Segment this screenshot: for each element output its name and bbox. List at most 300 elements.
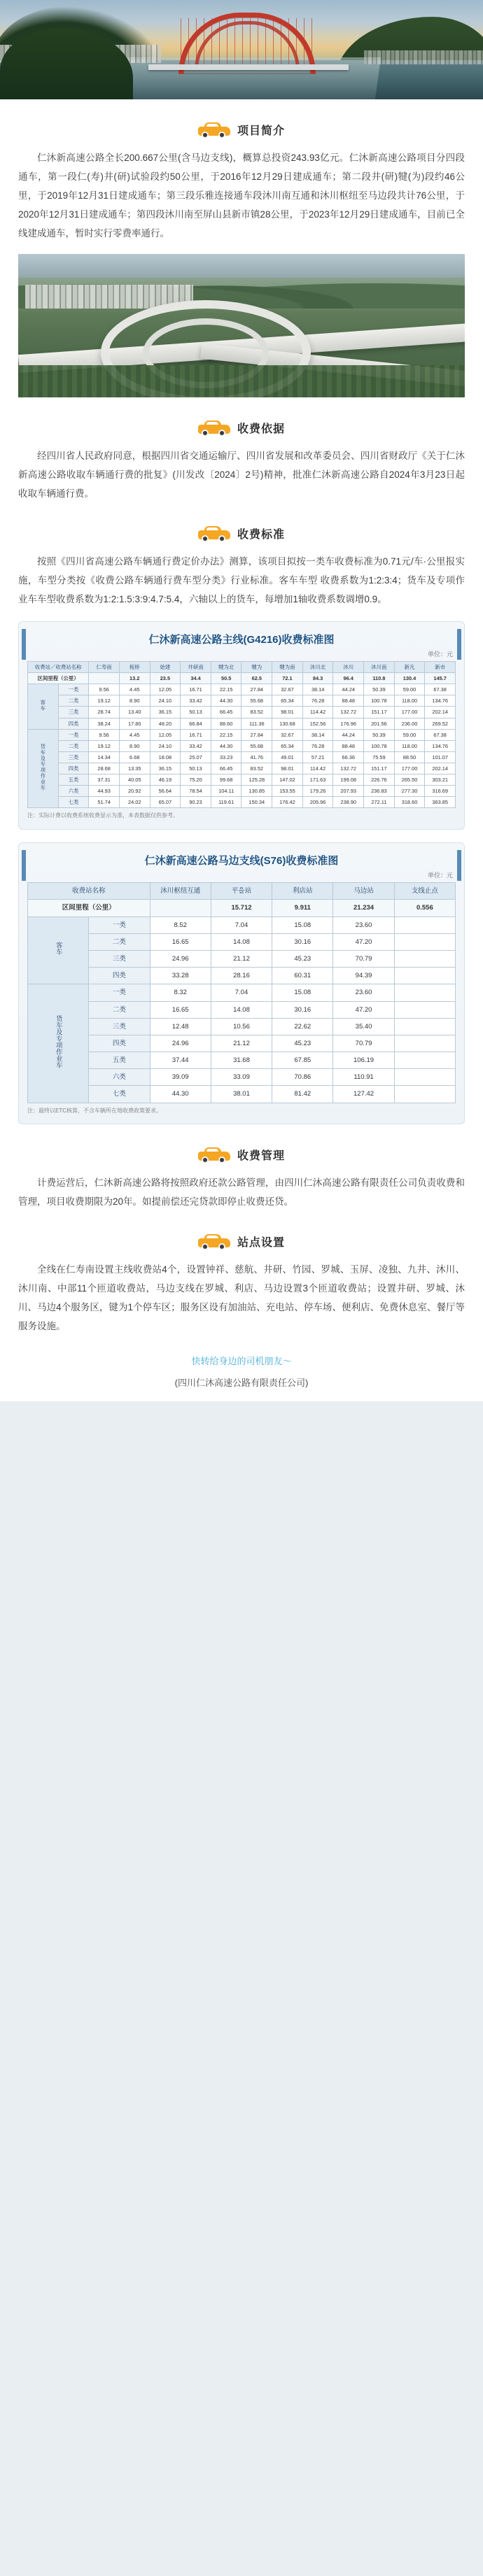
paragraph-stations: 全线在仁寿南设置主线收费站4个，设置钟祥、慈航、井研、竹园、罗城、玉屏、凌独、九井、沐川、沐川南、中部11个匝道收费站，马边支线在罗城、利店、马边设置3个匝道收费站；设置井研、罗城、沐川、马边4个服务区，键为1个停车区；服务区设有加油站、充电站、停车场、便利店、免费休息室、餐厅等服务设施。	[18, 1264, 465, 1332]
table-row	[28, 1052, 456, 1069]
rate-cell: 236.00	[394, 718, 425, 729]
rate-cell: 153.55	[272, 786, 303, 797]
rate-cell: 16.65	[150, 1001, 211, 1018]
rate-cell: 88.60	[211, 718, 241, 729]
rate-table-col-header: 井研南	[181, 662, 211, 673]
rate-cell: 23.60	[333, 917, 394, 933]
rate-cell: 269.52	[425, 718, 456, 729]
table-row	[28, 707, 456, 718]
vehicle-class-label: 五类	[89, 1052, 150, 1069]
vehicle-class-label: 一类	[89, 984, 150, 1001]
rate-cell: 106.19	[333, 1052, 394, 1069]
rate-cell: 70.79	[333, 950, 394, 967]
rate-table-branch-title: 仁沐新高速公路马边支线(S76)收费标准图	[144, 855, 339, 868]
rate-table-col-header: 沐川枢纽互通	[150, 883, 211, 900]
rate-cell: 277.30	[394, 786, 425, 797]
rate-cell: 6.68	[119, 751, 150, 763]
rate-cell: 151.17	[364, 763, 395, 774]
distance-row-label: 区间里程（公里）	[28, 900, 150, 917]
car-icon	[198, 1232, 230, 1250]
paragraph-management: 计费运营后，仁沐新高速公路将按照政府还款公路管理，由四川仁沐高速公路有限责任公司负责收费和管理，项目收费期限为20年。如提前偿还完贷款即停止收费还贷。	[18, 1177, 465, 1208]
rate-table-col-header: 支线止点	[394, 883, 455, 900]
rate-cell: 130.68	[272, 718, 303, 729]
table-row	[28, 774, 456, 786]
rate-cell: 9.56	[89, 729, 120, 740]
rate-cell: 45.23	[272, 950, 333, 967]
rate-cell: 176.96	[333, 718, 364, 729]
rate-cell: 14.08	[211, 1001, 272, 1018]
interchange-photo	[18, 254, 465, 397]
rate-cell: 236.83	[364, 786, 395, 797]
rate-cell: 98.01	[272, 707, 303, 718]
publisher-name: (四川仁沐高速公路有限责任公司)	[174, 1378, 309, 1389]
table-row	[28, 740, 456, 751]
hero-bridge-photo	[0, 0, 483, 99]
rate-table-col-header: 沐川南	[364, 662, 395, 673]
rate-table-col-header: 犍为	[241, 662, 272, 673]
rate-cell	[394, 968, 455, 984]
rate-cell: 83.52	[241, 763, 272, 774]
rate-cell: 38.24	[89, 718, 120, 729]
rate-cell: 24.96	[150, 950, 211, 967]
rate-cell: 51.74	[89, 797, 120, 808]
rate-cell: 41.76	[241, 751, 272, 763]
rate-cell	[394, 1086, 455, 1103]
rate-cell: 130.85	[241, 786, 272, 797]
rate-cell: 316.69	[425, 786, 456, 797]
rate-cell: 94.39	[333, 968, 394, 984]
table-row	[28, 695, 456, 707]
rate-cell: 66.84	[181, 718, 211, 729]
rate-table-branch-note: 注：最终以ETC核算，不含车辆所在地收费政策要求。	[27, 1107, 162, 1114]
rate-cell: 78.54	[181, 786, 211, 797]
vehicle-class-label: 二类	[89, 933, 150, 950]
distance-cell: 84.3	[302, 673, 333, 684]
table-row	[28, 1001, 456, 1018]
rate-cell: 134.76	[425, 740, 456, 751]
vehicle-class-label: 四类	[89, 1035, 150, 1052]
table-row	[28, 718, 456, 729]
rate-cell: 21.12	[211, 950, 272, 967]
table-row	[28, 1086, 456, 1103]
rate-cell: 98.01	[272, 763, 303, 774]
rate-cell: 19.12	[89, 695, 120, 707]
table-row	[28, 968, 456, 984]
article-content	[0, 120, 483, 1401]
rate-cell: 37.31	[89, 774, 120, 786]
rate-table-col-header: 新凡	[394, 662, 425, 673]
rate-cell: 17.80	[119, 718, 150, 729]
rate-cell	[394, 917, 455, 933]
rate-cell	[394, 1035, 455, 1052]
rate-cell: 49.01	[272, 751, 303, 763]
rate-cell: 39.09	[150, 1069, 211, 1086]
vehicle-class-label: 二类	[58, 695, 89, 707]
rate-table-col-header: 犍为北	[211, 662, 241, 673]
rate-cell: 303.21	[425, 774, 456, 786]
rate-cell: 24.10	[150, 695, 181, 707]
share-prompt[interactable]: 快转给身边的司机朋友～	[191, 1356, 292, 1367]
section-header-standard	[18, 524, 465, 542]
vehicle-class-label: 三类	[89, 1018, 150, 1035]
rate-cell: 66.36	[333, 751, 364, 763]
rate-cell: 16.71	[181, 684, 211, 695]
rate-cell: 363.85	[425, 797, 456, 808]
rate-cell: 171.63	[302, 774, 333, 786]
rate-table-col-header: 沐川	[333, 662, 364, 673]
rate-cell	[394, 933, 455, 950]
rate-cell: 45.23	[272, 1035, 333, 1052]
vehicle-class-label: 一类	[89, 917, 150, 933]
rate-table-col-header: 利店站	[272, 883, 333, 900]
rate-cell: 70.86	[272, 1069, 333, 1086]
rate-cell: 16.65	[150, 933, 211, 950]
rate-cell: 265.50	[394, 774, 425, 786]
rate-cell: 177.00	[394, 707, 425, 718]
rate-cell: 318.60	[394, 797, 425, 808]
rate-cell: 23.60	[333, 984, 394, 1001]
distance-cell: 23.5	[150, 673, 181, 684]
rate-cell: 44.30	[211, 740, 241, 751]
rate-cell	[394, 1018, 455, 1035]
rate-cell: 33.28	[150, 968, 211, 984]
rate-cell: 57.21	[302, 751, 333, 763]
table-row	[28, 950, 456, 967]
rate-cell: 9.56	[89, 684, 120, 695]
rate-cell: 28.68	[89, 763, 120, 774]
rate-cell: 177.00	[394, 763, 425, 774]
rate-cell: 202.14	[425, 763, 456, 774]
rate-cell: 30.16	[272, 1001, 333, 1018]
rate-cell: 32.67	[272, 729, 303, 740]
rate-cell: 28.74	[89, 707, 120, 718]
rate-cell: 37.44	[150, 1052, 211, 1069]
section-header-stations	[18, 1232, 465, 1250]
rate-cell: 22.62	[272, 1018, 333, 1035]
car-icon	[198, 1145, 230, 1163]
rate-cell: 30.16	[272, 933, 333, 950]
table-row	[28, 917, 456, 933]
bridge-deck	[148, 64, 349, 70]
rate-cell: 44.24	[333, 684, 364, 695]
vehicle-class-label: 三类	[89, 950, 150, 967]
rate-cell: 18.08	[150, 751, 181, 763]
rate-cell: 104.11	[211, 786, 241, 797]
rate-cell: 15.08	[272, 984, 333, 1001]
rate-cell: 99.68	[211, 774, 241, 786]
rate-cell: 50.39	[364, 684, 395, 695]
rate-cell: 179.26	[302, 786, 333, 797]
paragraph-intro: 仁沐新高速公路全长200.667公里(含马边支线)，概算总投资243.93亿元。仁沐新高速公路项目分四段通车，第一段仁(寿)井(研)试验段约50公里，于2016年12月29日建成通车；第二段井(研)犍(为)段约46公里，于2019年12月31日建成通车；第三段乐雅连接通车段沐川南互通和沐川枢纽至马边段共计76公里，于2020年12月31日建成通车；第四段沐川南至屏山县新市镇28公里，于2023年12月29日建成通车，目前已全线建成通车，暂时实行零费率通行。	[18, 153, 465, 239]
rate-cell: 14.08	[211, 933, 272, 950]
rate-cell: 4.45	[119, 729, 150, 740]
rate-cell: 199.08	[333, 774, 364, 786]
rate-cell: 118.00	[394, 695, 425, 707]
rate-cell: 127.42	[333, 1086, 394, 1103]
rate-cell: 67.85	[272, 1052, 333, 1069]
rate-cell: 119.61	[211, 797, 241, 808]
distance-cell: 110.8	[364, 673, 395, 684]
rate-cell: 100.78	[364, 740, 395, 751]
table-row	[28, 751, 456, 763]
rate-cell: 12.48	[150, 1018, 211, 1035]
rate-table-main	[27, 661, 456, 808]
rate-cell: 33.09	[211, 1069, 272, 1086]
rate-cell: 13.35	[119, 763, 150, 774]
distance-cell: 15.712	[211, 900, 272, 917]
rate-cell: 59.00	[394, 684, 425, 695]
rate-cell: 81.42	[272, 1086, 333, 1103]
distance-cell: 72.1	[272, 673, 303, 684]
rate-cell: 4.45	[119, 684, 150, 695]
rate-cell: 47.20	[333, 933, 394, 950]
rate-cell: 272.11	[364, 797, 395, 808]
table-row	[28, 786, 456, 797]
car-icon	[198, 524, 230, 542]
table-row	[28, 797, 456, 808]
rate-cell: 66.45	[211, 707, 241, 718]
vehicle-class-label: 三类	[58, 707, 89, 718]
rate-cell: 20.92	[119, 786, 150, 797]
rate-cell: 151.17	[364, 707, 395, 718]
rate-cell: 75.20	[181, 774, 211, 786]
section-title-standard: 收费标准	[237, 528, 285, 541]
rate-cell: 35.40	[333, 1018, 394, 1035]
distance-cell: 0.556	[394, 900, 455, 917]
table-row	[28, 673, 456, 684]
rate-cell: 100.78	[364, 695, 395, 707]
rate-table-col-header: 仁寿南	[89, 662, 120, 673]
rate-table-main-card	[18, 621, 465, 830]
rate-cell: 10.56	[211, 1018, 272, 1035]
rate-table-corner-label: 收费站名称	[28, 883, 150, 900]
rate-cell: 13.40	[119, 707, 150, 718]
rate-cell: 38.14	[302, 729, 333, 740]
vehicle-group-label: 货车及专项作业车	[28, 984, 89, 1103]
rate-cell: 22.15	[211, 684, 241, 695]
rate-cell: 88.48	[333, 740, 364, 751]
table-row	[28, 1035, 456, 1052]
rate-cell: 65.34	[272, 740, 303, 751]
rate-cell: 55.68	[241, 740, 272, 751]
rate-cell: 8.90	[119, 695, 150, 707]
distance-cell: 50.5	[211, 673, 241, 684]
rate-table-col-header: 沐川北	[302, 662, 333, 673]
rate-table-col-header: 平을站	[211, 883, 272, 900]
rate-cell: 7.04	[211, 917, 272, 933]
rate-cell: 25.07	[181, 751, 211, 763]
rate-table-branch	[27, 882, 456, 1103]
rate-cell: 31.68	[211, 1052, 272, 1069]
rate-cell: 44.93	[89, 786, 120, 797]
rate-cell: 44.30	[211, 695, 241, 707]
rate-cell: 24.02	[119, 797, 150, 808]
rate-cell: 22.15	[211, 729, 241, 740]
vehicle-class-label: 六类	[89, 1069, 150, 1086]
rate-cell: 33.42	[181, 740, 211, 751]
distance-cell: 21.234	[333, 900, 394, 917]
rate-cell: 207.93	[333, 786, 364, 797]
vehicle-class-label: 七类	[58, 797, 89, 808]
section-title-stations: 站点设置	[237, 1236, 285, 1249]
section-title-basis: 收费依据	[237, 423, 285, 435]
rate-cell: 65.34	[272, 695, 303, 707]
rate-table-col-header: 板桥	[119, 662, 150, 673]
rate-cell: 67.38	[425, 684, 456, 695]
rate-cell: 8.52	[150, 917, 211, 933]
section-title-management: 收费管理	[237, 1149, 285, 1162]
rate-cell: 8.32	[150, 984, 211, 1001]
rate-cell: 16.71	[181, 729, 211, 740]
rate-cell: 46.19	[150, 774, 181, 786]
car-icon	[198, 418, 230, 437]
rate-cell: 76.28	[302, 695, 333, 707]
rate-cell: 238.90	[333, 797, 364, 808]
vehicle-group-label: 货车及专项作业车	[28, 729, 59, 808]
rate-table-main-unit: 单位：元	[427, 651, 453, 658]
rate-cell: 15.08	[272, 917, 333, 933]
paragraph-basis: 经四川省人民政府同意，根据四川省交通运输厅、四川省发展和改革委员会、四川省财政厅《关于仁沐新高速公路收取车辆通行费的批复》(川发改〔2024〕2号)精神，批准仁沐新高速公路自2024年3月23日起收取车辆通行费。	[18, 451, 465, 499]
rate-cell: 205.96	[302, 797, 333, 808]
rate-cell: 50.13	[181, 763, 211, 774]
rate-cell: 152.56	[302, 718, 333, 729]
rate-cell: 125.28	[241, 774, 272, 786]
distance-cell: 34.4	[181, 673, 211, 684]
distance-cell	[150, 900, 211, 917]
rate-cell: 50.13	[181, 707, 211, 718]
distance-cell: 9.911	[272, 900, 333, 917]
distance-cell: 13.2	[119, 673, 150, 684]
rate-table-corner-label: 收费站／收费站名称	[28, 662, 89, 673]
paragraph-standard: 按照《四川省高速公路车辆通行费定价办法》测算，该项目拟按一类车收费标准为0.71元/车·公里报实施，车型分类按《收费公路车辆通行费车型分类》行业标准。客车车型 收费系数为1:2:3:4；货车及专项作业车车型收费系数为1:2:1.5:3:9:4.7:5.4，六轴以上的货车，每增加1轴收费系数调增0.9。	[18, 556, 465, 604]
rate-cell: 24.10	[150, 740, 181, 751]
rate-cell	[394, 950, 455, 967]
rate-cell: 70.79	[333, 1035, 394, 1052]
rate-cell: 55.68	[241, 695, 272, 707]
distance-row-label: 区间里程（公里）	[28, 673, 89, 684]
section-header-management	[18, 1145, 465, 1163]
section-title-intro: 项目简介	[237, 125, 285, 137]
rate-table-branch-card	[18, 842, 465, 1124]
rate-cell: 33.23	[211, 751, 241, 763]
rate-cell: 48.20	[150, 718, 181, 729]
rate-cell: 101.07	[425, 751, 456, 763]
rate-cell: 7.04	[211, 984, 272, 1001]
table-row	[28, 684, 456, 695]
rate-table-col-header: 马边站	[333, 883, 394, 900]
vehicle-class-label: 五类	[58, 774, 89, 786]
rate-cell: 12.05	[150, 729, 181, 740]
rate-cell: 44.24	[333, 729, 364, 740]
table-row	[28, 729, 456, 740]
rate-cell: 33.42	[181, 695, 211, 707]
rate-cell: 134.76	[425, 695, 456, 707]
vehicle-class-label: 七类	[89, 1086, 150, 1103]
rate-cell: 111.36	[241, 718, 272, 729]
rate-cell: 114.42	[302, 763, 333, 774]
rate-cell: 27.84	[241, 684, 272, 695]
rate-table-branch-unit: 单位：元	[427, 872, 453, 879]
rate-cell: 36.15	[150, 763, 181, 774]
section-header-intro	[18, 120, 465, 139]
rate-cell: 50.39	[364, 729, 395, 740]
rate-cell: 202.14	[425, 707, 456, 718]
vehicle-class-label: 一类	[58, 684, 89, 695]
vehicle-class-label: 三类	[58, 751, 89, 763]
table-row	[28, 763, 456, 774]
rate-cell: 21.12	[211, 1035, 272, 1052]
rate-cell: 147.02	[272, 774, 303, 786]
vehicle-class-label: 六类	[58, 786, 89, 797]
rate-cell: 88.50	[394, 751, 425, 763]
rate-cell: 14.34	[89, 751, 120, 763]
vehicle-class-label: 四类	[58, 718, 89, 729]
rate-cell: 19.12	[89, 740, 120, 751]
rate-cell: 44.30	[150, 1086, 211, 1103]
rate-cell: 150.34	[241, 797, 272, 808]
rate-cell: 38.14	[302, 684, 333, 695]
rate-cell: 176.42	[272, 797, 303, 808]
rate-cell: 8.90	[119, 740, 150, 751]
table-row	[28, 984, 456, 1001]
rate-cell: 59.00	[394, 729, 425, 740]
table-row	[28, 1018, 456, 1035]
rate-cell: 36.15	[150, 707, 181, 718]
rate-cell: 24.96	[150, 1035, 211, 1052]
rate-cell: 65.07	[150, 797, 181, 808]
distance-cell	[89, 673, 120, 684]
rate-cell: 28.16	[211, 968, 272, 984]
vehicle-group-label: 客车	[28, 684, 59, 729]
rate-cell: 66.45	[211, 763, 241, 774]
vehicle-group-label: 客车	[28, 917, 89, 984]
rate-cell: 27.84	[241, 729, 272, 740]
rate-cell	[394, 1052, 455, 1069]
rate-cell: 60.31	[272, 968, 333, 984]
rate-cell: 110.91	[333, 1069, 394, 1086]
rate-cell: 56.64	[150, 786, 181, 797]
vehicle-class-label: 四类	[58, 763, 89, 774]
rate-cell	[394, 984, 455, 1001]
rate-cell: 90.23	[181, 797, 211, 808]
distance-cell: 130.4	[394, 673, 425, 684]
rate-cell: 114.42	[302, 707, 333, 718]
section-header-basis	[18, 418, 465, 437]
rate-table-main-note: 注：实际计费以收费系统收费显示为准，本表数据仅供参考。	[27, 812, 178, 819]
rate-cell: 67.38	[425, 729, 456, 740]
rate-cell: 40.05	[119, 774, 150, 786]
distance-cell: 62.5	[241, 673, 272, 684]
rate-cell: 132.72	[333, 763, 364, 774]
rate-table-main-title: 仁沐新高速公路主线(G4216)收费标准图	[148, 634, 335, 646]
table-row	[28, 1069, 456, 1086]
rate-cell: 76.28	[302, 740, 333, 751]
rate-cell: 83.52	[241, 707, 272, 718]
vehicle-class-label: 二类	[89, 1001, 150, 1018]
rate-cell: 88.48	[333, 695, 364, 707]
rate-cell: 226.76	[364, 774, 395, 786]
rate-table-col-header: 犍为南	[272, 662, 303, 673]
vehicle-class-label: 一类	[58, 729, 89, 740]
distance-cell: 96.4	[333, 673, 364, 684]
rate-cell	[394, 1069, 455, 1086]
rate-table-col-header: 始建	[150, 662, 181, 673]
rate-cell: 47.20	[333, 1001, 394, 1018]
rate-cell: 132.72	[333, 707, 364, 718]
rate-cell: 201.56	[364, 718, 395, 729]
rate-table-col-header: 新市	[425, 662, 456, 673]
vehicle-class-label: 四类	[89, 968, 150, 984]
